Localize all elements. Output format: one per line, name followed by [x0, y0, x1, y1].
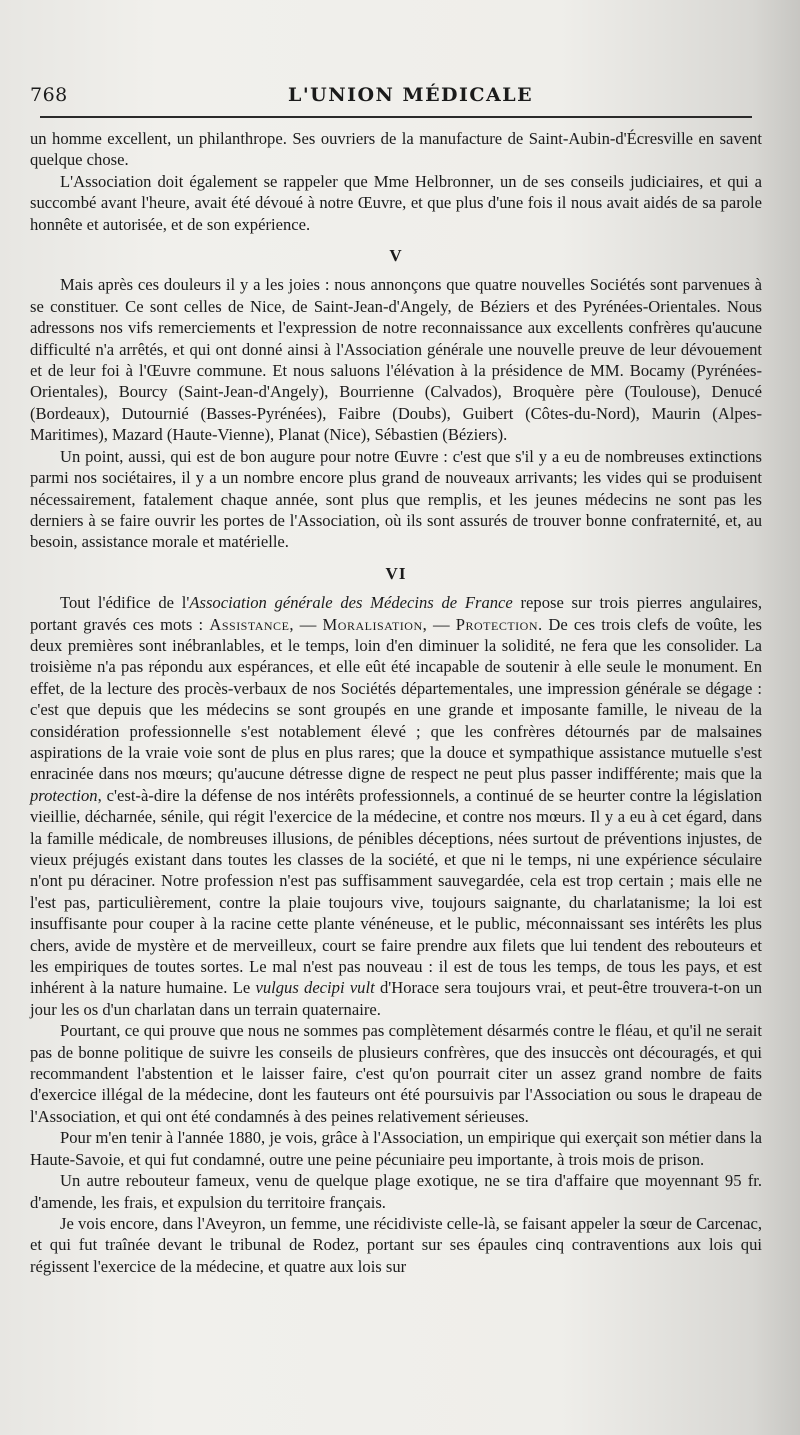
- motto-word: Moralisation: [322, 614, 423, 634]
- paragraph: Pour m'en tenir à l'année 1880, je vois, grâce à l'Association, un empirique qui exerçait son métier dans la Haute-Savoie, et qui fut condamné, outre une peine pécuniaire peu importante, à trois mois de prison.: [30, 1128, 762, 1169]
- text-run: Tout l'édifice de l': [60, 593, 190, 613]
- paragraph-continuation: un homme excellent, un philanthrope. Ses ouvriers de la manufacture de Saint-Aubin-d'Écresville en savent quelque chose.: [30, 129, 762, 170]
- text-run: , —: [422, 614, 456, 634]
- motto-word: Protection: [455, 614, 539, 634]
- section-heading-vi: VI: [385, 563, 407, 583]
- text-run: , c'est-à-dire la défense de nos intérêts professionnels, a continué de se heurter contre la législation vieillie, décharnée, sénile, qui régit l'exercice de la médecine, et contre nos mœurs. Il y a eu à cet égard, dans la famille médicale, de nombreuses illusions, de pénibles déceptions, nées surtout de préventions injustes, de vieux préjugés existant dans toutes les classes de la société, et que ni le temps, ni une expérience séculaire n'ont pu déraciner. Notre profession n'est pas suffisamment sauvegardée, cela est trop certain ; mais elle ne l'est pas, particulièrement, contre la plaie toujours vive, toujours saignante, du charlatanisme; la loi est insuffisante pour couper à la racine cette plante vénéneuse, et le public, méconnaissant ses intérêts les plus chers, avide de mystère et de merveilleux, court se faire prendre aux filets que lui tendent des rebouteurs et les empiriques de toutes sortes. Le mal n'est pas nouveau : il est de tous les temps, de tous les pays, et est inhérent à la nature humaine. Le: [30, 785, 762, 998]
- text-run: d'Horace sera toujours vrai, et peut-être trouvera-t-on un jour les os d'un charlatan dans un terrain quaternaire.: [30, 978, 762, 1019]
- paragraph: Je vois encore, dans l'Aveyron, un femme, une récidiviste celle-là, se faisant appeler la sœur de Carcenac, et qui fut traînée devant le tribunal de Rodez, portant sur ses épaules cinq contraventions aux lois qui régissent l'exercice de la médecine, et quatre aux lois sur: [30, 1213, 762, 1276]
- text-run: , —: [289, 614, 323, 634]
- header-rule: [40, 116, 752, 118]
- italic-title: Association générale des Médecins de France: [189, 593, 513, 613]
- text-run: . De ces trois clefs de voûte, les deux premières sont inébranlables, et le temps, loin d'en diminuer la solidité, ne fera que les consolider. La troisième n'a pas répondu aux espérances, et elle eût été incapable de soutenir à elle seule le monument. En effet, de la lecture des procès-verbaux de nos Sociétés départementales, une impression générale se dégage : c'est que depuis que les médecins se sont groupés en une grande et imposante famille, le niveau de la considération professionnelle s'est notablement élevé ; que les confrères détournés par de malsaines aspirations de la vraie voie sont de plus en plus rares; que la douce et sympathique assistance mutuelle s'est enracinée dans nos mœurs; qu'aucune détresse digne de respect ne peut plus passer indifférente; mais que la: [30, 614, 762, 784]
- paragraph: [30, 592, 762, 1020]
- motto-word: Assistance: [209, 614, 290, 634]
- page-number: 768: [30, 84, 68, 106]
- italic-word: protection: [30, 785, 98, 805]
- italic-quote: vulgus decipi vult: [255, 978, 375, 998]
- paragraph: Un autre rebouteur fameux, venu de quelque plage exotique, ne se tira d'affaire que moyennant 95 fr. d'amende, les frais, et expulsion du territoire français.: [30, 1171, 762, 1212]
- paragraph: Un point, aussi, qui est de bon augure pour notre Œuvre : c'est que s'il y a eu de nombreuses extinctions parmi nos sociétaires, il y a un nombre encore plus grand de nouveaux arrivants; les vides qui se produisent nécessairement, fatalement chaque année, sont plus que remplis, et les jeunes médecins ne sont pas les derniers à se faire ouvrir les portes de l'Association, où ils sont assurés de trouver bonne confraternité, et, au besoin, assistance morale et matérielle.: [30, 446, 762, 552]
- body-text: [30, 128, 762, 1277]
- paragraph: L'Association doit également se rappeler que Mme Helbronner, un de ses conseils judiciaires, et qui a succombé avant l'heure, avait été dévoué à notre Œuvre, et que plus d'une fois il nous avait aidés de sa parole honnête et autorisée, et de son expérience.: [30, 171, 762, 234]
- text-run: repose sur trois pierres angulaires, portant gravés ces mots :: [30, 593, 762, 634]
- paragraph: Mais après ces douleurs il y a les joies : nous annonçons que quatre nouvelles Sociétés sont parvenues à se constituer. Ce sont celles de Nice, de Saint-Jean-d'Angely, de Béziers et des Pyrénées-Orientales. Nous adressons nos vifs remerciements et l'expression de notre reconnaissance aux excellents confrères qu'aucune difficulté n'a arrêtés, et qui ont donné ainsi à l'Association générale une nouvelle preuve de leur dévouement et de leur foi à l'Œuvre commune. Et nous saluons l'élévation à la présidence de MM. Bocamy (Pyrénées-Orientales), Bourcy (Saint-Jean-d'Angely), Bourrienne (Calvados), Broquère père (Toulouse), Denucé (Bordeaux), Dutournié (Basses-Pyrénées), Faibre (Doubs), Guibert (Côtes-du-Nord), Maurin (Alpes-Maritimes), Mazard (Haute-Vienne), Planat (Nice), Sébastien (Béziers).: [30, 275, 762, 445]
- section-heading-v: V: [389, 246, 403, 266]
- paragraph: Pourtant, ce qui prouve que nous ne sommes pas complètement désarmés contre le fléau, et qu'il ne serait pas de bonne politique de suivre les conseils de plusieurs confrères, que des insuccès ont découragés, et qui recommandent l'abstention et le laisser faire, c'est qu'on pourrait citer un assez grand nombre de faits d'exercice illégal de la médecine, dont les fauteurs ont été poursuivis par l'Association ou sous le drapeau de l'Association, et qui ont été condamnés à des peines relativement sérieuses.: [30, 1021, 762, 1126]
- running-header: [30, 84, 750, 110]
- running-title: L'UNION MÉDICALE: [288, 84, 534, 106]
